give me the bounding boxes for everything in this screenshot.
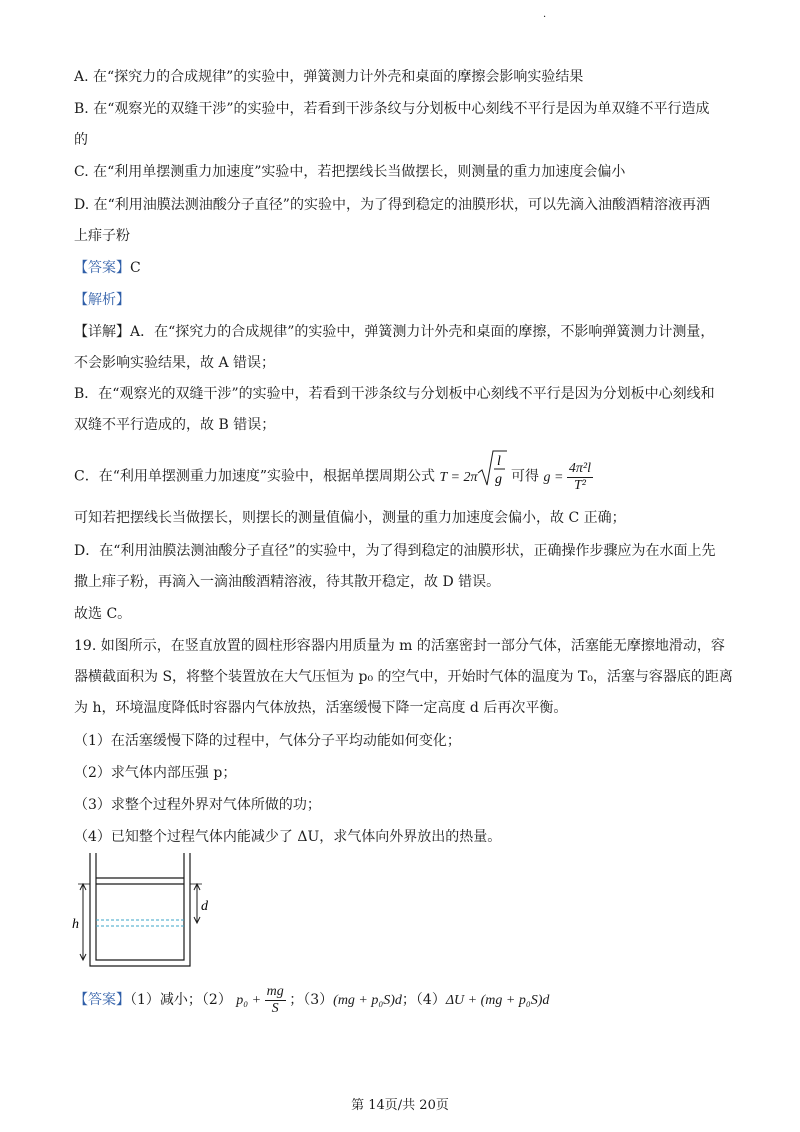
option-c: C. 在“利用单摆测重力加速度”实验中，若把摆线长当做摆长，则测量的重力加速度会偏小	[74, 164, 626, 180]
detail-a-line2: 不会影响实验结果，故 A 错误；	[74, 355, 276, 371]
detail-c-line2: 可知若把摆线长当做摆长，则摆长的测量值偏小，测量的重力加速度会偏小，故 C 正确；	[74, 510, 626, 526]
cylinder-diagram	[70, 848, 210, 973]
q19-sub4: （4）已知整个过程气体内能减少了 ΔU，求气体向外界放出的热量。	[74, 829, 502, 845]
answer-value: C	[130, 260, 141, 276]
pressure-formula: p₀ + $\frac{mg}{S}$	[236, 984, 284, 1017]
detail-c-line1	[74, 449, 593, 493]
answer19-label: 【答案】	[74, 992, 130, 1008]
label-h: h	[72, 917, 79, 932]
sqrt-icon	[477, 449, 507, 489]
option-d-line1: D. 在“利用油膜法测油酸分子直径”的实验中，为了得到稳定的油膜形状，可以先滴入油酸酒精溶液再洒	[74, 197, 710, 213]
q19-line3: 为 h，环境温度降低时容器内气体放热，活塞缓慢下降一定高度 d 后再次平衡。	[74, 700, 568, 716]
answer19-part1: （1）减小；（2）	[130, 992, 232, 1008]
mg-fraction: $\frac{mg}{S}$	[266, 984, 284, 1017]
detail-d-line1: D．在“利用油膜法测油酸分子直径”的实验中，为了得到稳定的油膜形状，正确操作步骤应为在水面上先	[74, 543, 716, 559]
period-formula: T = 2π l g	[439, 470, 511, 485]
q19-line2: 器横截面积为 S，将整个装置放在大气压恒为 p₀ 的空气中，开始时气体的温度为 T₀，活塞与容器底的距离	[74, 669, 733, 685]
answer-18	[74, 258, 141, 278]
svg-text:g: g	[495, 472, 503, 487]
answer-19	[74, 980, 549, 1020]
detail-c-pre: C．在“利用单摆测重力加速度”实验中，根据单摆周期公式	[74, 468, 436, 485]
detail-b-line1: B．在“观察光的双缝干涉”的实验中，若看到干涉条纹与分划板中心刻线不平行是因为分划板中心刻线和	[74, 386, 715, 402]
detail-a-line1	[74, 322, 714, 342]
work-formula: (mg + p₀S)d	[333, 993, 402, 1008]
option-a: A. 在“探究力的合成规律”的实验中，弹簧测力计外壳和桌面的摩擦会影响实验结果	[74, 69, 584, 85]
label-d: d	[201, 899, 208, 914]
detail-b-line2: 双缝不平行造成的，故 B 错误；	[74, 417, 276, 433]
q19-line1: 19. 如图所示，在竖直放置的圆柱形容器内用质量为 m 的活塞密封一部分气体，活塞能无摩擦地滑动，容	[74, 638, 725, 654]
page-footer: 第 14页/共 20页	[351, 1098, 449, 1113]
q19-sub2: （2）求气体内部压强 p；	[74, 765, 237, 781]
analysis-label: 【解析】	[74, 292, 130, 308]
q19-sub1: （1）在活塞缓慢下降的过程中，气体分子平均动能如何变化；	[74, 733, 461, 749]
q19-sub3: （3）求整个过程外界对气体所做的功；	[74, 797, 321, 813]
detail-c-mid: 可得	[510, 468, 539, 485]
heat-formula: ΔU + (mg + p₀S)d	[445, 993, 550, 1008]
conclusion: 故选 C。	[74, 606, 132, 622]
svg-text:l: l	[497, 454, 502, 469]
g-formula: g = $\frac{\text{4π²l}}{\text{T²}}$	[543, 461, 591, 493]
g-fraction: $\frac{\text{4π²l}}{\text{T²}}$	[568, 461, 591, 493]
sqrt-sign	[477, 449, 507, 506]
detail-d-line2: 撒上痱子粉，再滴入一滴油酸酒精溶液，待其散开稳定，故 D 错误。	[74, 574, 501, 590]
option-d-line2: 上痱子粉	[74, 228, 130, 244]
detail-a-text: A．在“探究力的合成规律”的实验中，弹簧测力计外壳和桌面的摩擦，不影响弹簧测力计测量，	[130, 324, 715, 340]
top-mark: ·	[543, 12, 547, 23]
answer19-part2: ；（3）	[289, 992, 334, 1008]
option-b-line1: B. 在“观察光的双缝干涉”的实验中，若看到干涉条纹与分划板中心刻线不平行是因为单双缝不平行造成	[74, 101, 710, 117]
container-figure	[70, 848, 210, 977]
answer-label: 【答案】	[74, 260, 130, 276]
answer19-part3: ；（4）	[401, 992, 446, 1008]
option-b-line2: 的	[74, 132, 88, 148]
detail-label: 【详解】	[74, 324, 130, 340]
